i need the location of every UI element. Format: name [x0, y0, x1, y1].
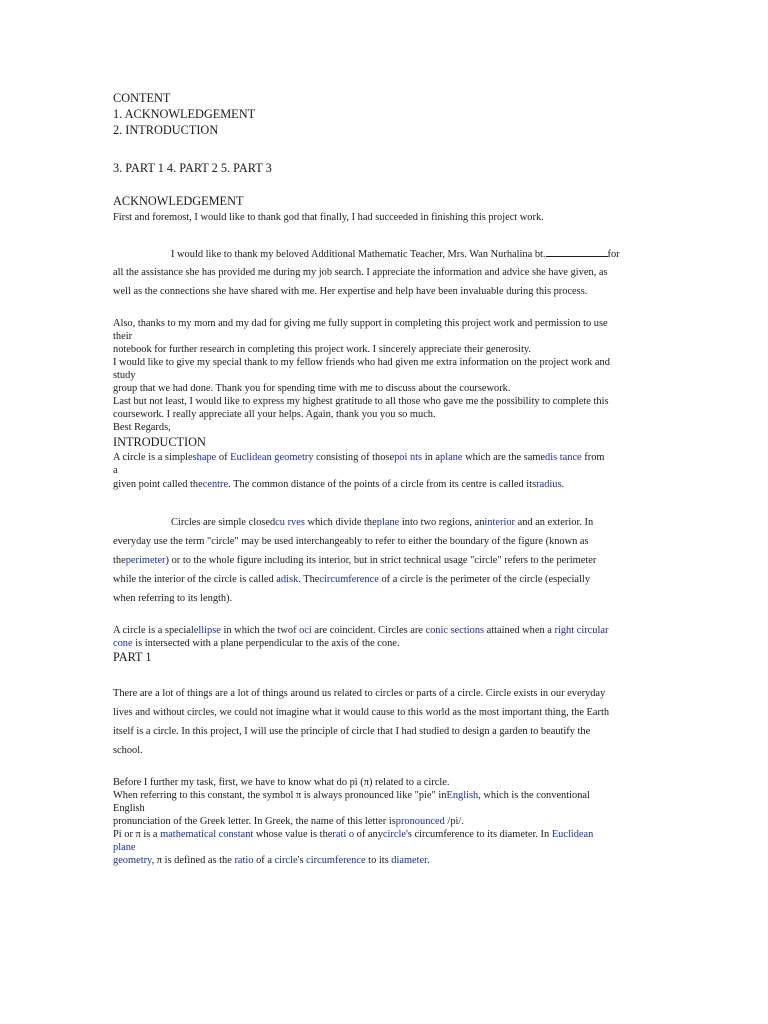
part1-line: itself is a circle. In this project, I will use the principle of circle that I had studied to design a garden to beautify the	[113, 726, 591, 737]
link-points[interactable]: poi nts	[394, 452, 423, 463]
toc-heading: CONTENT	[113, 91, 171, 105]
toc-item: 1. ACKNOWLEDGEMENT	[113, 107, 256, 121]
ack-first-line: First and foremost, I would like to thank god that finally, I had succeeded in finishing this project work.	[113, 212, 544, 223]
text-run: in which the two	[220, 625, 294, 636]
text-run: from	[581, 452, 605, 463]
intro-p2-line-1	[171, 516, 593, 529]
text-run: to its	[365, 855, 392, 866]
ack-line: Also, thanks to my mom and my dad for giving me fully support in completing this project work and permission to use	[113, 318, 608, 329]
ack-line: study	[113, 370, 136, 381]
intro-p3-line-1	[113, 624, 608, 637]
text-run: the	[113, 555, 126, 566]
ack-line: group that we had done. Thank you for spending time with me to discuss about the coursework.	[113, 383, 511, 394]
link-ratio[interactable]: ratio	[234, 855, 254, 866]
ack-line: their	[113, 331, 133, 342]
text-run: A circle is a special	[113, 625, 194, 636]
part1-line: There are a lot of things are a lot of things around us related to circles or parts of a circle. Circle exists in our everyday	[113, 688, 606, 699]
text-run: are coincident. Circles are	[311, 625, 426, 636]
text-run: . The common distance of the points of a circle from its centre is called its	[228, 479, 537, 490]
text-run: /pi/.	[444, 816, 464, 827]
text-run: attained when a	[484, 625, 555, 636]
link-distance[interactable]: dis tance	[545, 452, 582, 463]
part1-pi-line-2	[113, 789, 590, 802]
text-run: pronunciation of the Greek letter. In Greek, the name of this letter is	[113, 816, 396, 827]
text-run: 's circumference to its diameter. In	[405, 829, 552, 840]
toc-item: 2. INTRODUCTION	[113, 123, 219, 137]
name-blank	[546, 247, 608, 257]
text-run: which divide the	[304, 517, 377, 528]
link-circle[interactable]: circle	[382, 829, 406, 840]
intro-p2-line-5: when referring to its length).	[113, 593, 233, 604]
text-run: into two regions, an	[399, 517, 485, 528]
link-ratio[interactable]: rati o	[332, 829, 355, 840]
text-run: and an exterior. In	[515, 517, 594, 528]
link-mathematical-constant[interactable]: mathematical constant	[160, 829, 254, 840]
link-euclidean-plane[interactable]: Euclidean	[551, 829, 594, 840]
ack-teacher-text: I would like to thank my beloved Additional Mathematic Teacher, Mrs. Wan Nurhalina bt.	[171, 249, 546, 260]
link-diameter[interactable]: diameter	[391, 855, 428, 866]
link-ellipse[interactable]: ellipse	[193, 625, 221, 636]
ack-line: all the assistance she has provided me during my job search. I appreciate the information and advice she have given, as	[113, 267, 608, 278]
ack-line: notebook for further research in completing this project work. I sincerely appreciate their generosity.	[113, 344, 531, 355]
intro-p2-line-3	[113, 554, 596, 567]
link-circumference[interactable]: circumference	[319, 574, 379, 585]
text-run: given point called the	[113, 479, 203, 490]
link-right-circular-cone[interactable]: right circular	[554, 625, 609, 636]
text-run: Pi or π is a	[113, 829, 161, 840]
text-run: ) or to the whole figure including its interior, but in strict technical usage "circle" refers to the perimeter	[165, 555, 597, 566]
ack-teacher-for: for	[607, 249, 620, 260]
link-circle[interactable]: circle	[274, 855, 298, 866]
intro-line-1	[113, 451, 604, 464]
link-shape[interactable]: shape	[192, 452, 217, 463]
link-circumference[interactable]: circumference	[306, 855, 366, 866]
link-euclidean-geometry[interactable]: Euclidean geometry	[230, 452, 314, 463]
link-disk[interactable]: disk	[280, 574, 299, 585]
link-curves[interactable]: cu rves	[275, 517, 305, 528]
link-perimeter[interactable]: perimeter	[125, 555, 166, 566]
text-run: .	[427, 855, 430, 866]
link-conic-sections[interactable]: conic sections	[425, 625, 485, 636]
text-run: of any	[354, 829, 383, 840]
toc-item: 3. PART 1 4. PART 2 5. PART 3	[113, 161, 272, 175]
ack-line: Last but not least, I would like to express my highest gratitude to all those who gave me the possibility to complete this	[113, 396, 609, 407]
text-run: of a circle is the perimeter of the circle (especially	[378, 574, 591, 585]
text-run: , π is defined as the	[151, 855, 235, 866]
ack-line: I would like to give my special thank to my fellow friends who had given me extra information on the project work and	[113, 357, 610, 368]
part1-pi-line-3: English	[113, 803, 145, 814]
text-run: whose value is the	[253, 829, 333, 840]
link-plane[interactable]: plane	[376, 517, 400, 528]
text-run: . The	[298, 574, 320, 585]
ack-line: well as the connections she have shared with me. Her expertise and help have been invaluable during this process.	[113, 286, 588, 297]
text-run: , which is the conventional	[478, 790, 590, 801]
link-english[interactable]: English	[446, 790, 479, 801]
text-run: consisting of those	[313, 452, 395, 463]
intro-heading: INTRODUCTION	[113, 435, 206, 449]
intro-line-2: a	[113, 465, 118, 476]
ack-line: coursework. I really appreciate all your helps. Again, thank you you so much.	[113, 409, 436, 420]
text-run: of	[216, 452, 231, 463]
part1-pi-line-4	[113, 815, 464, 828]
link-euclidean-plane[interactable]: plane	[113, 842, 136, 853]
ack-closing: Best Regards,	[113, 422, 171, 433]
link-plane[interactable]: plane	[440, 452, 463, 463]
text-run: Circles are simple closed	[171, 517, 276, 528]
link-radius[interactable]: radius	[536, 479, 562, 490]
part1-heading: PART 1	[113, 650, 152, 664]
text-run: 's	[297, 855, 307, 866]
text-run: When referring to this constant, the symbol π is always pronounced like "pie" in	[113, 790, 447, 801]
part1-line: school.	[113, 745, 143, 756]
ack-teacher-line	[171, 247, 620, 261]
link-centre[interactable]: centre	[202, 479, 229, 490]
link-geometry[interactable]: geometry	[113, 855, 152, 866]
link-right-circular-cone[interactable]: cone	[113, 638, 133, 649]
text-run: while the interior of the circle is called a	[113, 574, 281, 585]
part1-pi-line-5	[113, 828, 593, 841]
intro-p3-line-2	[113, 637, 400, 650]
intro-line-3	[113, 478, 564, 491]
text-run: which are the same	[462, 452, 546, 463]
part1-pi-line-7	[113, 854, 430, 867]
intro-p2-line-4	[113, 573, 590, 586]
link-foci[interactable]: f oci	[293, 625, 312, 636]
text-run: of a	[253, 855, 275, 866]
link-pronounced[interactable]: pronounced	[395, 816, 445, 827]
text-run: .	[561, 479, 565, 490]
text-run: is intersected with a plane perpendicular to the axis of the cone.	[132, 638, 400, 649]
text-run: in a	[422, 452, 440, 463]
text-run: A circle is a simple	[113, 452, 193, 463]
intro-p2-line-2: everyday use the term "circle" may be used interchangeably to refer to either the boundary of the figure (known as	[113, 536, 589, 547]
part1-pi-line-1: Before I further my task, first, we have to know what do pi (π) related to a circle.	[113, 777, 450, 788]
part1-line: lives and without circles, we could not imagine what it would cause to this world as the most important thing, the Earth	[113, 707, 610, 718]
link-interior[interactable]: interior	[484, 517, 515, 528]
ack-heading: ACKNOWLEDGEMENT	[113, 194, 244, 208]
